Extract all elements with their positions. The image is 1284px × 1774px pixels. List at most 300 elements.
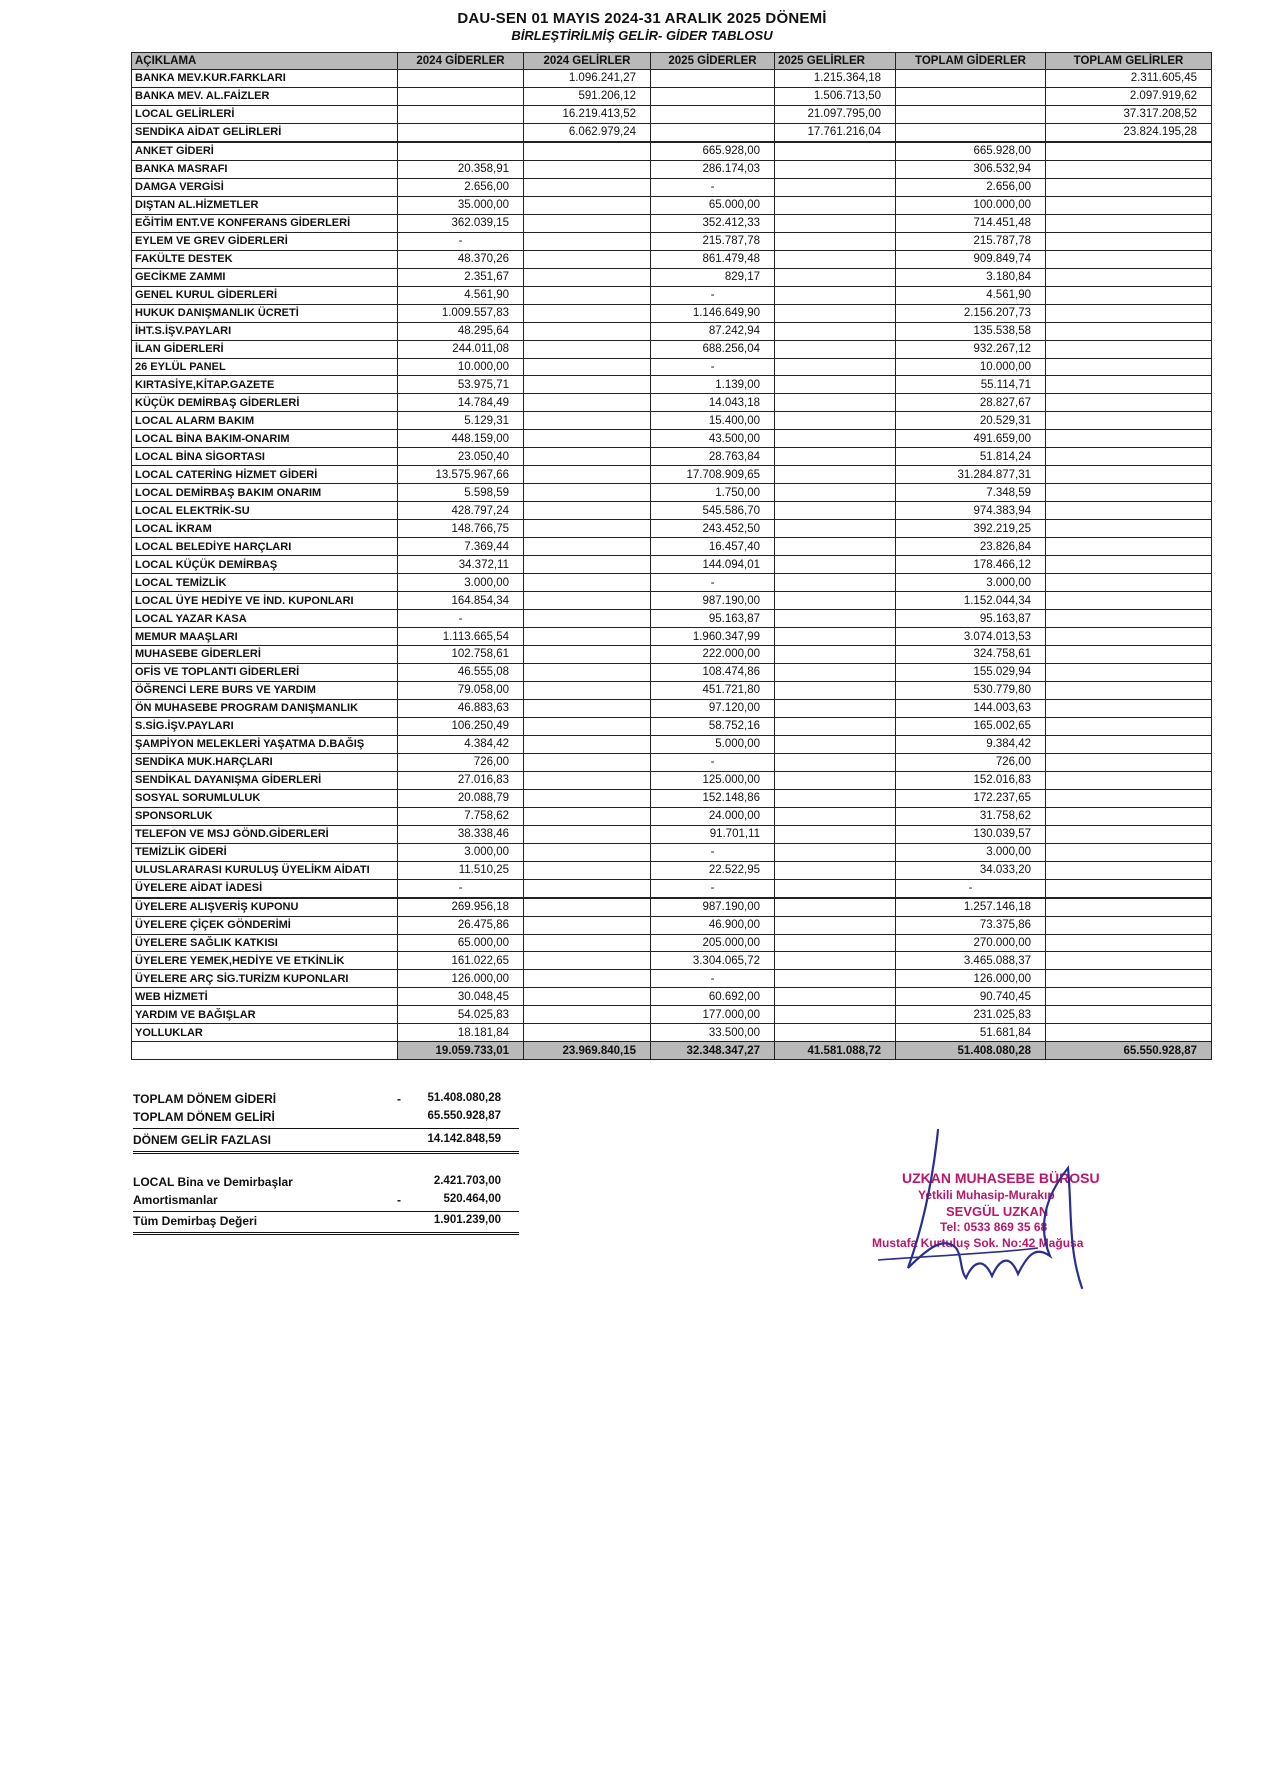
- table-cell: 148.766,75: [398, 520, 524, 538]
- total-value: 65.550.928,87: [1046, 1042, 1212, 1060]
- table-cell: 3.180,84: [896, 268, 1046, 286]
- table-cell: [1046, 358, 1212, 376]
- table-cell: 1.960.347,99: [651, 628, 775, 646]
- table-cell: [1046, 898, 1212, 916]
- row-label: SENDİKA AİDAT GELİRLERİ: [132, 123, 398, 141]
- table-row: [132, 789, 1212, 807]
- table-cell: 7.369,44: [398, 538, 524, 556]
- table-cell: [524, 861, 651, 879]
- table-cell: 37.317.208,52: [1046, 105, 1212, 123]
- table-cell: 2.656,00: [398, 178, 524, 196]
- table-cell: [1046, 825, 1212, 843]
- table-cell: 28.763,84: [651, 448, 775, 466]
- table-row: [132, 628, 1212, 646]
- table-cell: 108.474,86: [651, 663, 775, 681]
- table-cell: [775, 663, 896, 681]
- table-cell: 244.011,08: [398, 340, 524, 358]
- table-row: [132, 1024, 1212, 1042]
- table-cell: [524, 502, 651, 520]
- table-cell: [524, 681, 651, 699]
- table-cell: 1.113.665,54: [398, 628, 524, 646]
- table-cell: [1046, 988, 1212, 1006]
- table-cell: [775, 160, 896, 178]
- row-label: LOCAL CATERİNG HİZMET GİDERİ: [132, 466, 398, 484]
- table-cell: 392.219,25: [896, 520, 1046, 538]
- row-label: MUHASEBE GİDERLERİ: [132, 646, 398, 664]
- table-cell: [524, 178, 651, 196]
- table-cell: [1046, 286, 1212, 304]
- table-cell: 20.088,79: [398, 789, 524, 807]
- table-cell: 144.003,63: [896, 699, 1046, 717]
- table-cell: [651, 105, 775, 123]
- table-cell: [775, 304, 896, 322]
- table-cell: [398, 123, 524, 141]
- table-row: [132, 412, 1212, 430]
- row-label: BANKA MEV. AL.FAİZLER: [132, 87, 398, 105]
- table-cell: [524, 268, 651, 286]
- table-cell: [775, 448, 896, 466]
- table-cell: [775, 574, 896, 592]
- table-cell: [524, 376, 651, 394]
- row-label: LOCAL BİNA SİGORTASI: [132, 448, 398, 466]
- column-header: TOPLAM GİDERLER: [896, 53, 1046, 70]
- table-row: [132, 898, 1212, 916]
- table-cell: [524, 232, 651, 250]
- table-cell: [896, 123, 1046, 141]
- table-cell: [775, 502, 896, 520]
- table-cell: 26.475,86: [398, 916, 524, 934]
- table-cell: 829,17: [651, 268, 775, 286]
- table-cell: [1046, 735, 1212, 753]
- table-cell: 95.163,87: [896, 610, 1046, 628]
- table-cell: 155.029,94: [896, 663, 1046, 681]
- table-cell: 4.384,42: [398, 735, 524, 753]
- row-label: TELEFON VE MSJ GÖND.GİDERLERİ: [132, 825, 398, 843]
- table-cell: [524, 142, 651, 160]
- table-cell: [1046, 646, 1212, 664]
- table-cell: 1.096.241,27: [524, 70, 651, 88]
- table-cell: 545.586,70: [651, 502, 775, 520]
- table-cell: 130.039,57: [896, 825, 1046, 843]
- table-cell: 10.000,00: [896, 358, 1046, 376]
- table-cell: [775, 699, 896, 717]
- table-cell: [524, 286, 651, 304]
- table-cell: [1046, 970, 1212, 988]
- row-label: İLAN GİDERLERİ: [132, 340, 398, 358]
- table-cell: 665.928,00: [896, 142, 1046, 160]
- table-cell: 161.022,65: [398, 952, 524, 970]
- table-row: [132, 879, 1212, 897]
- table-cell: 2.156.207,73: [896, 304, 1046, 322]
- table-cell: 14.784,49: [398, 394, 524, 412]
- summary-label: TOPLAM DÖNEM GELİRİ: [133, 1110, 275, 1124]
- table-row: [132, 376, 1212, 394]
- table-cell: [775, 843, 896, 861]
- table-cell: 65.000,00: [651, 196, 775, 214]
- totals-row: [132, 1042, 1212, 1060]
- table-cell: [1046, 699, 1212, 717]
- table-cell: 73.375,86: [896, 916, 1046, 934]
- table-cell: 31.758,62: [896, 807, 1046, 825]
- table-cell: 932.267,12: [896, 340, 1046, 358]
- table-cell: [775, 196, 896, 214]
- table-cell: 714.451,48: [896, 214, 1046, 232]
- row-label: ÜYELERE AİDAT İADESİ: [132, 879, 398, 897]
- table-cell: -: [398, 879, 524, 897]
- table-cell: 90.740,45: [896, 988, 1046, 1006]
- table-cell: 58.752,16: [651, 717, 775, 735]
- summary-value: 51.408.080,28: [427, 1092, 501, 1104]
- table-cell: 2.351,67: [398, 268, 524, 286]
- row-label: ÜYELERE YEMEK,HEDİYE VE ETKİNLİK: [132, 952, 398, 970]
- table-cell: [524, 610, 651, 628]
- table-row: [132, 196, 1212, 214]
- row-label: OFİS VE TOPLANTI GİDERLERİ: [132, 663, 398, 681]
- table-cell: 2.311.605,45: [1046, 70, 1212, 88]
- table-cell: [1046, 196, 1212, 214]
- table-cell: [1046, 394, 1212, 412]
- row-label: SENDİKAL DAYANIŞMA GİDERLERİ: [132, 771, 398, 789]
- table-cell: [1046, 520, 1212, 538]
- table-cell: [775, 250, 896, 268]
- summary-row-fixed-assets: [133, 1175, 519, 1193]
- table-cell: [775, 412, 896, 430]
- table-cell: 48.370,26: [398, 250, 524, 268]
- table-cell: [524, 789, 651, 807]
- table-cell: 125.000,00: [651, 771, 775, 789]
- table-cell: 13.575.967,66: [398, 466, 524, 484]
- table-cell: [775, 952, 896, 970]
- table-cell: 4.561,90: [896, 286, 1046, 304]
- table-cell: [524, 646, 651, 664]
- row-label: LOCAL ALARM BAKIM: [132, 412, 398, 430]
- table-row: [132, 178, 1212, 196]
- total-value: 23.969.840,15: [524, 1042, 651, 1060]
- table-cell: 38.338,46: [398, 825, 524, 843]
- table-cell: [524, 304, 651, 322]
- table-cell: [1046, 160, 1212, 178]
- table-row: [132, 394, 1212, 412]
- table-cell: [775, 789, 896, 807]
- table-row: [132, 250, 1212, 268]
- table-cell: 97.120,00: [651, 699, 775, 717]
- row-label: HUKUK DANIŞMANLIK ÜCRETİ: [132, 304, 398, 322]
- table-cell: [524, 699, 651, 717]
- row-label: LOCAL YAZAR KASA: [132, 610, 398, 628]
- table-cell: [775, 610, 896, 628]
- table-cell: [775, 538, 896, 556]
- table-cell: [1046, 789, 1212, 807]
- table-cell: [1046, 1006, 1212, 1024]
- table-cell: 5.598,59: [398, 484, 524, 502]
- table-cell: 1.152.044,34: [896, 592, 1046, 610]
- table-cell: [1046, 448, 1212, 466]
- table-cell: [524, 160, 651, 178]
- row-label: BANKA MEV.KUR.FARKLARI: [132, 70, 398, 88]
- row-label: ÜYELERE ARÇ SİG.TURİZM KUPONLARI: [132, 970, 398, 988]
- table-cell: [651, 87, 775, 105]
- table-cell: 1.215.364,18: [775, 70, 896, 88]
- table-cell: [775, 1024, 896, 1042]
- table-cell: [1046, 717, 1212, 735]
- table-cell: [775, 394, 896, 412]
- table-cell: 87.242,94: [651, 322, 775, 340]
- table-cell: [524, 879, 651, 897]
- table-cell: [775, 1006, 896, 1024]
- table-cell: [524, 196, 651, 214]
- table-cell: 7.758,62: [398, 807, 524, 825]
- table-cell: 665.928,00: [651, 142, 775, 160]
- table-cell: 102.758,61: [398, 646, 524, 664]
- table-cell: 23.826,84: [896, 538, 1046, 556]
- row-label: ÜYELERE SAĞLIK KATKISI: [132, 934, 398, 952]
- table-row: [132, 843, 1212, 861]
- table-cell: 974.383,94: [896, 502, 1046, 520]
- table-cell: 51.681,84: [896, 1024, 1046, 1042]
- table-cell: 31.284.877,31: [896, 466, 1046, 484]
- table-cell: [775, 717, 896, 735]
- table-cell: [1046, 340, 1212, 358]
- table-cell: [775, 466, 896, 484]
- table-cell: [1046, 304, 1212, 322]
- table-row: [132, 484, 1212, 502]
- table-cell: 4.561,90: [398, 286, 524, 304]
- row-label: LOCAL ELEKTRİK-SU: [132, 502, 398, 520]
- table-cell: [775, 628, 896, 646]
- table-cell: 65.000,00: [398, 934, 524, 952]
- table-cell: [524, 1006, 651, 1024]
- summary-row-surplus: [133, 1133, 519, 1154]
- table-row: [132, 988, 1212, 1006]
- table-cell: [524, 556, 651, 574]
- table-cell: [524, 807, 651, 825]
- table-cell: [1046, 628, 1212, 646]
- table-cell: 1.139,00: [651, 376, 775, 394]
- table-cell: 5.129,31: [398, 412, 524, 430]
- table-cell: 215.787,78: [651, 232, 775, 250]
- row-label: 26 EYLÜL PANEL: [132, 358, 398, 376]
- table-cell: [775, 556, 896, 574]
- row-label: LOCAL BİNA BAKIM-ONARIM: [132, 430, 398, 448]
- row-label: YOLLUKLAR: [132, 1024, 398, 1042]
- table-cell: 177.000,00: [651, 1006, 775, 1024]
- table-cell: [775, 898, 896, 916]
- row-label: ÖN MUHASEBE PROGRAM DANIŞMANLIK: [132, 699, 398, 717]
- table-cell: 35.000,00: [398, 196, 524, 214]
- table-cell: 448.159,00: [398, 430, 524, 448]
- table-cell: [775, 879, 896, 897]
- table-cell: [524, 412, 651, 430]
- table-cell: 861.479,48: [651, 250, 775, 268]
- table-cell: 2.097.919,62: [1046, 87, 1212, 105]
- table-cell: 3.000,00: [896, 574, 1046, 592]
- total-value: 32.348.347,27: [651, 1042, 775, 1060]
- table-cell: 27.016,83: [398, 771, 524, 789]
- table-cell: 726,00: [398, 753, 524, 771]
- table-cell: 215.787,78: [896, 232, 1046, 250]
- table-row: [132, 340, 1212, 358]
- table-row: [132, 934, 1212, 952]
- table-row: [132, 105, 1212, 123]
- table-cell: [775, 934, 896, 952]
- table-cell: [524, 394, 651, 412]
- table-cell: 688.256,04: [651, 340, 775, 358]
- table-cell: -: [651, 753, 775, 771]
- table-cell: 987.190,00: [651, 898, 775, 916]
- table-cell: 428.797,24: [398, 502, 524, 520]
- summary-label: TOPLAM DÖNEM GİDERİ: [133, 1092, 277, 1106]
- table-row: [132, 610, 1212, 628]
- column-header: 2025 GİDERLER: [651, 53, 775, 70]
- table-cell: [1046, 268, 1212, 286]
- row-label: FAKÜLTE DESTEK: [132, 250, 398, 268]
- row-label: SOSYAL SORUMLULUK: [132, 789, 398, 807]
- table-cell: [1046, 376, 1212, 394]
- table-cell: 451.721,80: [651, 681, 775, 699]
- table-cell: [524, 663, 651, 681]
- table-cell: 3.304.065,72: [651, 952, 775, 970]
- table-cell: 16.457,40: [651, 538, 775, 556]
- table-cell: [524, 520, 651, 538]
- table-cell: -: [896, 879, 1046, 897]
- row-label: LOCAL BELEDİYE HARÇLARI: [132, 538, 398, 556]
- row-label: GECİKME ZAMMI: [132, 268, 398, 286]
- table-row: [132, 753, 1212, 771]
- summary-value: 65.550.928,87: [427, 1110, 501, 1122]
- table-cell: 100.000,00: [896, 196, 1046, 214]
- table-cell: [775, 753, 896, 771]
- table-row: [132, 87, 1212, 105]
- table-cell: [398, 70, 524, 88]
- summary-row-depreciation: [133, 1193, 519, 1212]
- stamp-line: SEVGÜL UZKAN: [946, 1204, 1049, 1219]
- summary-row-total-assets: [133, 1214, 519, 1235]
- summary-label: DÖNEM GELİR FAZLASI: [133, 1133, 271, 1147]
- table-cell: [524, 970, 651, 988]
- row-label: EĞİTİM ENT.VE KONFERANS GİDERLERİ: [132, 214, 398, 232]
- table-cell: 152.148,86: [651, 789, 775, 807]
- table-cell: [651, 70, 775, 88]
- table-cell: [1046, 753, 1212, 771]
- table-cell: [524, 448, 651, 466]
- table-row: [132, 556, 1212, 574]
- stamp-line: UZKAN MUHASEBE BÜROSU: [902, 1170, 1100, 1186]
- table-cell: 10.000,00: [398, 358, 524, 376]
- table-cell: [775, 970, 896, 988]
- summary-value: 1.901.239,00: [433, 1214, 501, 1226]
- table-cell: 3.000,00: [398, 574, 524, 592]
- table-cell: 269.956,18: [398, 898, 524, 916]
- table-cell: [524, 753, 651, 771]
- table-cell: [1046, 556, 1212, 574]
- table-cell: [524, 214, 651, 232]
- table-cell: 165.002,65: [896, 717, 1046, 735]
- table-row: [132, 771, 1212, 789]
- table-row: [132, 646, 1212, 664]
- table-cell: [1046, 178, 1212, 196]
- table-cell: [1046, 232, 1212, 250]
- table-cell: 362.039,15: [398, 214, 524, 232]
- table-cell: -: [398, 610, 524, 628]
- fixed-assets-summary: [133, 1175, 519, 1235]
- table-row: [132, 304, 1212, 322]
- table-cell: [1046, 861, 1212, 879]
- table-cell: 46.900,00: [651, 916, 775, 934]
- table-cell: [1046, 952, 1212, 970]
- table-row: [132, 160, 1212, 178]
- summary-label: LOCAL Bina ve Demirbaşlar: [133, 1175, 293, 1189]
- table-cell: -: [651, 879, 775, 897]
- table-cell: [1046, 843, 1212, 861]
- table-cell: [775, 861, 896, 879]
- table-cell: [775, 646, 896, 664]
- table-row: [132, 70, 1212, 88]
- table-row: [132, 699, 1212, 717]
- table-cell: [775, 178, 896, 196]
- summary-sign: -: [397, 1193, 401, 1207]
- table-cell: [1046, 879, 1212, 897]
- table-cell: 46.883,63: [398, 699, 524, 717]
- row-label: SENDİKA MUK.HARÇLARI: [132, 753, 398, 771]
- table-cell: 23.050,40: [398, 448, 524, 466]
- table-cell: [896, 105, 1046, 123]
- row-label: LOCAL İKRAM: [132, 520, 398, 538]
- table-cell: 55.114,71: [896, 376, 1046, 394]
- document-title: DAU-SEN 01 MAYIS 2024-31 ARALIK 2025 DÖNEMİ: [457, 10, 827, 27]
- table-cell: 2.656,00: [896, 178, 1046, 196]
- table-cell: [775, 988, 896, 1006]
- table-cell: 726,00: [896, 753, 1046, 771]
- table-cell: 591.206,12: [524, 87, 651, 105]
- table-cell: [1046, 142, 1212, 160]
- summary-value: 14.142.848,59: [427, 1133, 501, 1145]
- row-label: İHT.S.İŞV.PAYLARI: [132, 322, 398, 340]
- column-header: 2024 GİDERLER: [398, 53, 524, 70]
- table-cell: 164.854,34: [398, 592, 524, 610]
- row-label: BANKA MASRAFI: [132, 160, 398, 178]
- summary-sign: -: [397, 1092, 401, 1106]
- table-cell: [524, 628, 651, 646]
- document-subtitle: BİRLEŞTİRİLMİŞ GELİR- GİDER TABLOSU: [511, 28, 773, 43]
- table-cell: 491.659,00: [896, 430, 1046, 448]
- row-label: S.SİG.İŞV.PAYLARI: [132, 717, 398, 735]
- table-cell: 1.750,00: [651, 484, 775, 502]
- table-cell: [1046, 250, 1212, 268]
- stamp-line: Tel: 0533 869 35 68: [940, 1220, 1048, 1234]
- summary-row-period-income: [133, 1110, 519, 1129]
- table-row: [132, 952, 1212, 970]
- table-cell: 17.708.909,65: [651, 466, 775, 484]
- table-cell: 909.849,74: [896, 250, 1046, 268]
- stamp-line: Yetkili Muhasip-Murakıp: [918, 1188, 1055, 1202]
- row-label: ANKET GİDERİ: [132, 142, 398, 160]
- table-cell: 14.043,18: [651, 394, 775, 412]
- table-cell: 3.465.088,37: [896, 952, 1046, 970]
- row-label: KÜÇÜK DEMİRBAŞ GİDERLERİ: [132, 394, 398, 412]
- table-cell: -: [398, 232, 524, 250]
- table-cell: [524, 322, 651, 340]
- table-cell: -: [651, 843, 775, 861]
- table-cell: -: [651, 970, 775, 988]
- table-row: [132, 574, 1212, 592]
- table-cell: 987.190,00: [651, 592, 775, 610]
- table-cell: 1.506.713,50: [775, 87, 896, 105]
- table-cell: 1.257.146,18: [896, 898, 1046, 916]
- table-cell: [775, 142, 896, 160]
- table-cell: 306.532,94: [896, 160, 1046, 178]
- table-cell: 21.097.795,00: [775, 105, 896, 123]
- signature-icon: [868, 1128, 1108, 1308]
